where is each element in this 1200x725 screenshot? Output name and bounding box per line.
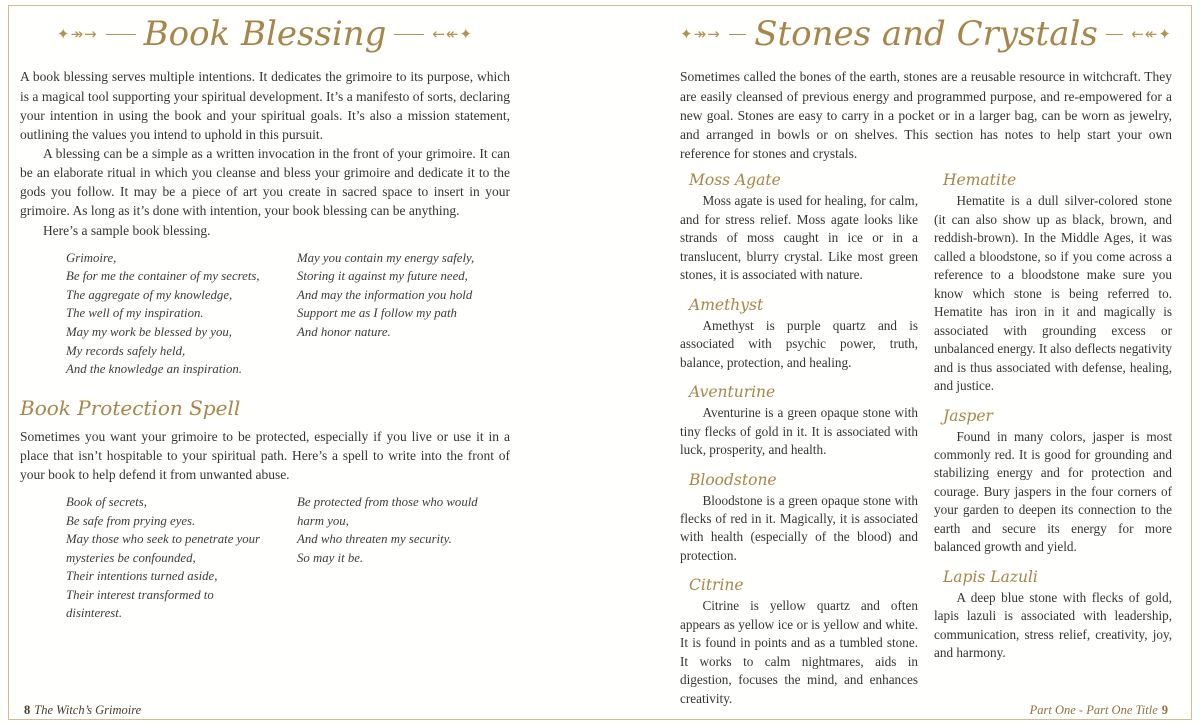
paragraph-protection-spell: Sometimes you want your grimoire to be protected, especially if you live or use it in a place that isn’t hospitable to your spiritual path. Here’s a spell to write into the front of your book to help defend it from unwanted abuse. xyxy=(20,428,510,482)
page-number-left: 8 xyxy=(24,702,31,717)
title-rule-icon xyxy=(1106,34,1123,35)
verse-line: And may the information you hold xyxy=(297,287,473,302)
paragraph-blessing-intro-2: A blessing can be a simple as a written invocation in the front of your grimoire. It can be an elaborate ritual in which you cleanse and bless your grimoire and dedicate it to the gods you follow. It may be a piece of art you create in sacred space to insert in your grimoire. As long as it’s done with intention, your book blessing can be anything. xyxy=(20,146,510,219)
title-ornament-right-icon: ←↞✦ xyxy=(1131,25,1172,44)
title-ornament-left-icon: ✦↠→ xyxy=(56,25,98,44)
stone-entry-amethyst xyxy=(680,296,918,372)
right-page-footer xyxy=(1030,704,1172,717)
stone-description: Bloodstone is a green opaque stone with flecks of red in it. Magically, it is associated with health (especially of the blood) and protection. xyxy=(680,492,918,563)
stone-name: Lapis Lazuli xyxy=(943,567,1038,586)
running-title-left: The Witch’s Grimoire xyxy=(34,702,142,717)
paragraph-sample-lead: Here’s a sample book blessing. xyxy=(42,222,211,238)
verse-line: Book of secrets, xyxy=(66,495,147,510)
verse-line: Be protected from those who would harm you, xyxy=(297,495,478,528)
spell-verse-col-1 xyxy=(66,493,271,623)
left-page-footer xyxy=(20,704,141,717)
verse-line: The well of my inspiration. xyxy=(66,306,204,321)
stone-entry-lapis-lazuli xyxy=(934,568,1172,663)
stone-description: Aventurine is a green opaque stone with tiny flecks of gold in it. It is associated with luck, prosperity, and health. xyxy=(680,405,918,458)
spell-verse-col-2 xyxy=(297,493,502,623)
title-ornament-right-icon: ←↞✦ xyxy=(432,25,474,44)
blessing-verse-col-2 xyxy=(297,249,502,379)
stone-name: Jasper xyxy=(943,406,993,425)
verse-line: And the knowledge an inspiration. xyxy=(66,362,242,377)
verse-line: May those who seek to penetrate your mysteries be confounded, xyxy=(66,532,261,565)
page-number-right: 9 xyxy=(1161,702,1168,717)
stone-name: Moss Agate xyxy=(689,171,781,190)
stone-entry-aventurine xyxy=(680,383,918,459)
verse-line: The aggregate of my knowledge, xyxy=(66,287,233,302)
stone-name: Bloodstone xyxy=(689,470,777,489)
stone-name: Citrine xyxy=(689,576,744,595)
stone-description: Hematite is a dull silver-colored stone (it can also show up as black, brown, and reddish-brown). In the Middle Ages, it was called a bloodstone, so if you come across a reference to a bloodstone make sure you know which stone is being referred to. Hematite has iron in it and magically is associated with grounding excess or unbalanced energy. It also deflects negativity and is thus associated with defense, healing, and justice. xyxy=(934,193,1172,394)
stone-entry-moss-agate xyxy=(680,171,918,284)
verse-line: May you contain my energy safely, xyxy=(297,250,475,265)
page-title-book-blessing: Book Blessing xyxy=(143,14,387,54)
running-title-right: Part One - Part One Title xyxy=(1029,702,1158,717)
verse-line: Storing it against my future need, xyxy=(297,269,468,284)
verse-line: Their intentions turned aside, xyxy=(66,569,218,584)
stone-description: Amethyst is purple quartz and is associated with psychic power, truth, balance, protection, and healing. xyxy=(680,317,918,370)
protection-spell-verse xyxy=(66,493,510,623)
left-title-row xyxy=(20,16,510,53)
title-rule-icon xyxy=(106,34,136,35)
blessing-verse xyxy=(66,249,510,379)
section-title-book-protection-spell: Book Protection Spell xyxy=(20,395,241,420)
title-ornament-left-icon: ✦↠→ xyxy=(680,25,721,44)
stone-column-1 xyxy=(680,165,918,708)
verse-line: So may it be. xyxy=(297,550,364,565)
title-rule-icon xyxy=(729,34,746,35)
stone-name: Aventurine xyxy=(689,383,776,402)
verse-line: And who threaten my security. xyxy=(297,532,452,547)
page-title-stones-and-crystals: Stones and Crystals xyxy=(754,14,1098,54)
right-page xyxy=(600,0,1200,725)
verse-line: Be for me the container of my secrets, xyxy=(66,269,260,284)
verse-line: My records safely held, xyxy=(66,343,186,358)
stone-name: Hematite xyxy=(943,171,1017,190)
stone-entry-bloodstone xyxy=(680,471,918,566)
right-title-row xyxy=(680,16,1172,53)
verse-line: May my work be blessed by you, xyxy=(66,324,232,339)
stone-name: Amethyst xyxy=(689,295,764,314)
verse-line: And honor nature. xyxy=(297,324,391,339)
stone-entry-jasper xyxy=(934,407,1172,557)
stone-description: Found in many colors, jasper is most commonly red. It is good for grounding and stabilizing energy and for protection and courage. Bury jaspers in the four corners of your garden to deepen its connection to the earth and secure its energy for more balanced growth and yield. xyxy=(934,428,1172,555)
stone-entry-citrine xyxy=(680,576,918,708)
title-rule-icon xyxy=(394,34,424,35)
verse-line: Grimoire, xyxy=(66,250,117,265)
paragraph-stones-intro: Sometimes called the bones of the earth, stones are a reusable resource in witchcraft. They are easily cleansed of previous energy and programmed purpose, and re-empowered for a new goal. Stones are easy to carry in a pocket or in a larger bag, can be worn as jewelry, and arranged in bowls or on shelves. This section has notes to help start your own reference for stones and crystals. xyxy=(680,69,1172,162)
stone-description: A deep blue stone with flecks of gold, lapis lazuli is associated with leadership, communication, stress relief, creativity, joy, and harmony. xyxy=(934,589,1172,661)
stone-entry-hematite xyxy=(934,171,1172,395)
stone-entries xyxy=(680,165,1172,708)
paragraph-blessing-intro-1: A book blessing serves multiple intentions. It dedicates the grimoire to its purpose, which is a magical tool supporting your spiritual development. It’s a manifesto of sorts, declaring your intention in using the book and your spiritual goals. It’s also a mission statement, outlining the values you intend to uphold in this pursuit. xyxy=(20,69,510,142)
stone-description: Moss agate is used for healing, for calm, and for stress relief. Moss agate looks like strands of moss caught in ice or in a translucent, blurry crystal. Like most green stones, it is associated with nature. xyxy=(680,193,918,283)
verse-line: Their interest transformed to disinterest. xyxy=(66,587,214,621)
stone-column-2 xyxy=(934,165,1172,708)
verse-line: Support me as I follow my path xyxy=(297,306,457,321)
verse-line: Be safe from prying eyes. xyxy=(66,513,196,528)
stone-description: Citrine is yellow quartz and often appears as yellow ice or is yellow and white. It is found in points and as a tumbled stone. It works to calm nightmares, aids in digestion, focuses the mind, and enhances creativity. xyxy=(680,598,918,706)
blessing-verse-col-1 xyxy=(66,249,271,379)
